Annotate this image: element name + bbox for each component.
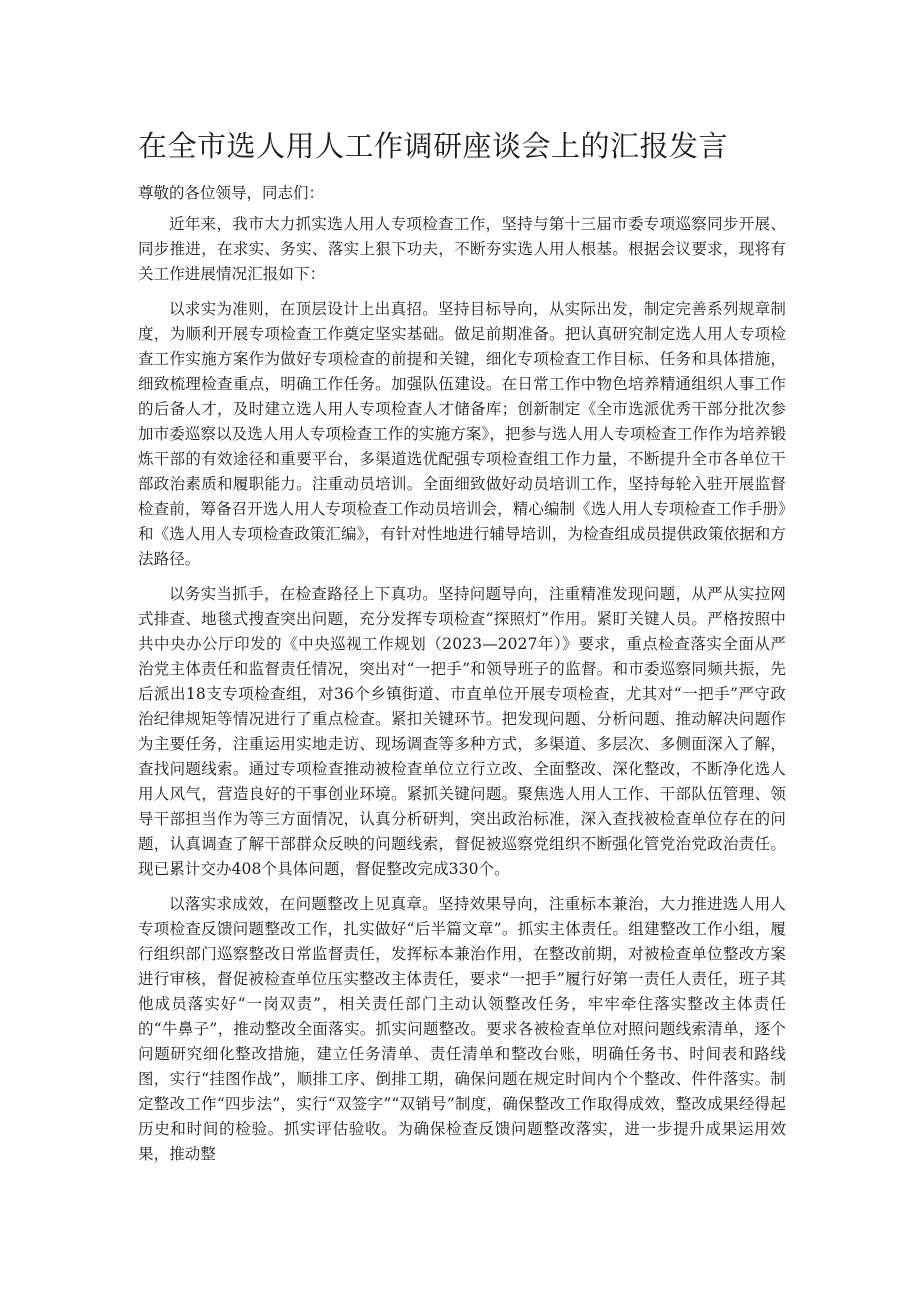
document-body bbox=[138, 212, 786, 1177]
paragraph-inspection-path: 以务实当抓手，在检查路径上下真功。坚持问题导向，注重精准发现问题，从严从实拉网式排查、地毯式搜查突出问题，充分发挥专项检查“探照灯”作用。紧盯关键人员。严格按照中共中央办公厅印发的《中央巡视工作规划（2023—2027年）》要求，重点检查落实全面从严治党主体责任和监督责任情况，突出对“一把手”和领导班子的监督。和市委巡察同频共振，先后派出18支专项检查组，对36个乡镇街道、市直单位开展专项检查，尤其对“一把手”严守政治纪律规矩等情况进行了重点检查。紧扣关键环节。把发现问题、分析问题、推动解决问题作为主要任务，注重运用实地走访、现场调查等多种方式，多渠道、多层次、多侧面深入了解，查找问题线索。通过专项检查推动被检查单位立行立改、全面整改、深化整改，不断净化选人用人风气，营造良好的干事创业环境。紧抓关键问题。聚焦选人用人工作、干部队伍管理、领导干部担当作为等三方面情况，认真分析研判，突出政治标准，深入查找被检查单位存在的问题，认真调查了解干部群众反映的问题线索，督促被巡察党组织不断强化管党治党政治责任。现已累计交办408个具体问题，督促整改完成330个。 bbox=[138, 585, 786, 878]
document-title: 在全市选人用人工作调研座谈会上的汇报发言 bbox=[138, 129, 729, 163]
paragraph-intro: 近年来，我市大力抓实选人用人专项检查工作，坚持与第十三届市委专项巡察同步开展、同步推进，在求实、务实、落实上狠下功夫，不断夯实选人用人根基。根据会议要求，现将有关工作进展情况汇报如下： bbox=[138, 215, 786, 283]
paragraph-rectification: 以落实求成效，在问题整改上见真章。坚持效果导向，注重标本兼治，大力推进选人用人专项检查反馈问题整改工作，扎实做好“后半篇文章”。抓实主体责任。组建整改工作小组，履行组织部门巡察整改日常监督责任，发挥标本兼治作用，在整改前期，对被检查单位整改方案进行审核，督促被检查单位压实整改主体责任，要求“一把手”履行好第一责任人责任，班子其他成员落实好“一岗双责”，相关责任部门主动认领整改任务，牢牢牵住落实整改主体责任的“牛鼻子”，推动整改全面落实。抓实问题整改。要求各被检查单位对照问题线索清单，逐个问题研究细化整改措施，建立任务清单、责任清单和整改台账，明确任务书、时间表和路线图，实行“挂图作战”，顺排工序、倒排工期，确保问题在规定时间内个个整改、件件落实。制定整改工作“四步法”，实行“双签字”“双销号”制度，确保整改工作取得成效，整改成果经得起历史和时间的检验。抓实评估验收。为确保检查反馈问题整改落实，进一步提升成果运用效果，推动整 bbox=[138, 895, 786, 1163]
paragraph-top-level-design: 以求实为准则，在顶层设计上出真招。坚持目标导向，从实际出发，制定完善系列规章制度，为顺利开展专项检查工作奠定坚实基础。做足前期准备。把认真研究制定选人用人专项检查工作实施方案作为做好专项检查的前提和关键，细化专项检查工作目标、任务和具体措施，细致梳理检查重点，明确工作任务。加强队伍建设。在日常工作中物色培养精通组织人事工作的后备人才，及时建立选人用人专项检查人才储备库；创新制定《全市选派优秀干部分批次参加市委巡察以及选人用人专项检查工作的实施方案》，把参与选人用人专项检查工作作为培养锻炼干部的有效途径和重要平台，多渠道选优配强专项检查组工作力量，不断提升全市各单位干部政治素质和履职能力。注重动员培训。全面细致做好动员培训工作，坚持每轮入驻开展监督检查前，筹备召开选人用人专项检查工作动员培训会，精心编制《选人用人专项检查工作手册》和《选人用人专项检查政策汇编》，有针对性地进行辅导培训，为检查组成员提供政策依据和方法路径。 bbox=[138, 300, 786, 568]
salutation: 尊敬的各位领导，同志们： bbox=[138, 184, 325, 202]
